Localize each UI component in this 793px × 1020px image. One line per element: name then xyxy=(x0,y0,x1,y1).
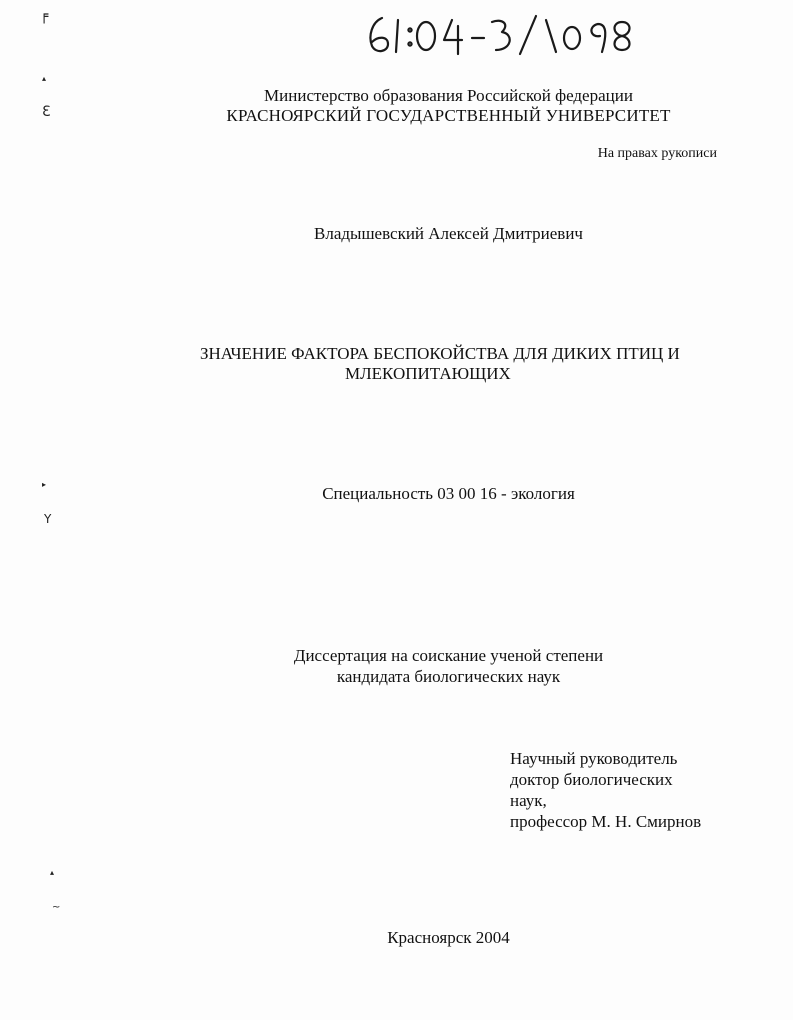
archive-code-handwritten xyxy=(360,8,680,58)
scan-mark: ▸ xyxy=(42,480,47,489)
advisor-line-3: наук, xyxy=(510,791,547,810)
specialty-line: Специальность 03 00 16 - экология xyxy=(322,484,575,503)
title-line-1: ЗНАЧЕНИЕ ФАКТОРА БЕСПОКОЙСТВА ДЛЯ ДИКИХ ПТИЦ И xyxy=(200,344,680,363)
advisor-line-2: доктор биологических xyxy=(510,770,673,789)
city-year: Красноярск 2004 xyxy=(387,928,510,947)
author-name: Владышевский Алексей Дмитриевич xyxy=(314,224,583,243)
advisor-line-1: Научный руководитель xyxy=(510,749,678,768)
degree-line-2: кандидата биологических наук xyxy=(336,667,561,686)
scan-mark: Ɛ xyxy=(42,104,51,120)
scientific-advisor-block xyxy=(510,748,750,832)
university-line: КРАСНОЯРСКИЙ ГОСУДАРСТВЕННЫЙ УНИВЕРСИТЕТ xyxy=(226,106,671,125)
scan-mark: Y xyxy=(44,512,52,526)
manuscript-rights-notice: На правах рукописи xyxy=(597,146,717,161)
scan-mark: ▴ xyxy=(50,868,55,877)
scan-mark: ~ xyxy=(52,902,61,913)
archive-code-drawing xyxy=(360,8,680,58)
ministry-line: Министерство образования Российской федерации xyxy=(264,86,633,105)
degree-statement xyxy=(52,645,793,687)
advisor-line-4: профессор М. Н. Смирнов xyxy=(510,812,702,831)
scan-mark: ╒ xyxy=(40,8,49,24)
dissertation-title xyxy=(200,344,700,384)
degree-line-1: Диссертация на соискание ученой степени xyxy=(293,646,604,665)
scan-mark: ▴ xyxy=(42,74,47,83)
title-line-2: МЛЕКОПИТАЮЩИХ xyxy=(345,364,511,383)
